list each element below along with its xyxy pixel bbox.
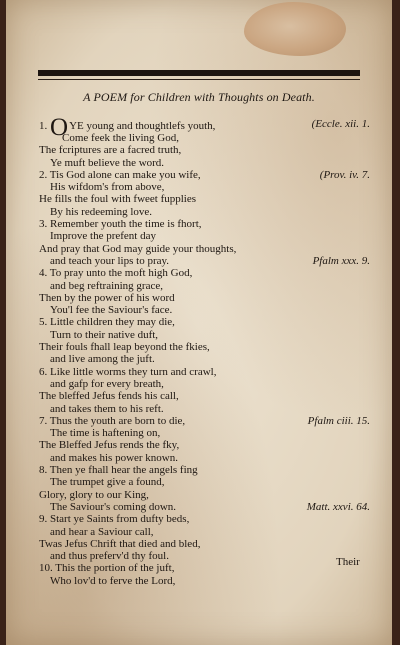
- poem-line-text: 7. Thus the youth are born to die,: [39, 414, 186, 427]
- poem-line-text: Come feek the living God,: [62, 132, 180, 144]
- poem-line-text: and teach your lips to pray.: [50, 254, 170, 267]
- poem-line-text: and gafp for every breath,: [50, 377, 164, 390]
- poem-line: [6, 341, 392, 353]
- catchword: Their: [336, 556, 360, 568]
- poem-line: [6, 575, 392, 587]
- poem-line: [6, 292, 392, 304]
- poem-title: A POEM for Children with Thoughts on Death.: [83, 90, 315, 104]
- poem-line: [6, 526, 392, 538]
- poem-line: [6, 403, 392, 415]
- poem-line-text: and takes them to his reft.: [50, 402, 164, 415]
- poem-line: [6, 390, 392, 402]
- poem-line: [6, 230, 392, 242]
- scripture-reference: (Prov. iv. 7.: [319, 168, 370, 181]
- poem-line-text: The fcriptures are a facred truth,: [39, 144, 182, 157]
- poem-line-text: The bleffed Jefus fends his call,: [39, 390, 179, 403]
- poem-line: [6, 489, 392, 501]
- poem-line: [6, 255, 392, 267]
- poem-line-text: Then by the power of his word: [39, 291, 175, 304]
- poem-line: [6, 329, 392, 341]
- poem-line: [6, 132, 392, 144]
- poem-line-text: By his redeeming love.: [50, 205, 153, 218]
- poem-line: [6, 157, 392, 169]
- poem-line: [6, 181, 392, 193]
- poem-line: [6, 366, 392, 378]
- poem-line-text: 3. Remember youth the time is fhort,: [39, 218, 202, 231]
- stanza-number: 1.: [39, 120, 48, 132]
- poem-line-text: Improve the prefent day: [50, 230, 156, 243]
- poem-line-text: The time is haftening on,: [50, 427, 161, 440]
- poem-line: [6, 427, 392, 439]
- poem-line: [6, 218, 392, 230]
- poem-line: [6, 280, 392, 292]
- poem-line: [6, 304, 392, 316]
- poem-line: [6, 353, 392, 365]
- poem-line-text: The Bleffed Jefus rends the fky,: [39, 439, 180, 452]
- poem-line-text: 10. This the portion of the juft,: [39, 562, 175, 575]
- poem-line-text: and hear a Saviour call,: [50, 525, 154, 538]
- poem-line-text: The trumpet give a found,: [50, 476, 165, 489]
- poem-line: [6, 538, 392, 550]
- poem-line-text: and beg reftraining grace,: [50, 279, 163, 292]
- drop-cap: O: [50, 114, 69, 141]
- poem-line-text: and thus preferv'd thy foul.: [50, 550, 169, 563]
- poem-body: [6, 114, 392, 587]
- poem-line-text: Twas Jefus Chrift that died and bled,: [39, 537, 201, 550]
- poem-line: [6, 144, 392, 156]
- poem-line-text: 2. Tis God alone can make you wife,: [39, 168, 201, 181]
- poem-line: [6, 243, 392, 255]
- poem-line-text: Turn to their native duft,: [50, 328, 159, 341]
- poem-line: [6, 378, 392, 390]
- poem-line-text: Who lov'd to ferve the Lord,: [50, 574, 176, 587]
- poem-line-text: YE young and thoughtlefs youth,: [69, 120, 216, 132]
- poem-line: [6, 267, 392, 279]
- scripture-reference: (Eccle. xii. 1.: [311, 118, 370, 130]
- poem-line: [6, 193, 392, 205]
- poem-line-text: And pray that God may guide your thoughts,: [39, 242, 237, 255]
- poem-line: [6, 550, 392, 562]
- poem-line-text: 8. Then ye fhall hear the angels fing: [39, 464, 198, 477]
- poem-line: [6, 316, 392, 328]
- poem-line: [6, 439, 392, 451]
- poem-line-text: Glory, glory to our King,: [39, 488, 149, 501]
- poem-line-text: He fills the foul with fweet fupplies: [39, 193, 197, 206]
- poem-line-text: 4. To pray unto the moft high God,: [39, 267, 193, 280]
- water-stain: [244, 2, 346, 56]
- poem-line-text: The Saviour's coming down.: [50, 500, 177, 513]
- poem-line-text: Ye muft believe the word.: [50, 156, 165, 169]
- poem-line-text: You'l fee the Saviour's face.: [50, 304, 173, 317]
- header-rule-thick: [38, 70, 360, 76]
- book-page: [6, 0, 392, 645]
- poem-line: [6, 476, 392, 488]
- scripture-reference: Pfalm xxx. 9.: [312, 254, 370, 267]
- poem-line: [6, 169, 392, 181]
- header-rule-thin: [38, 79, 360, 80]
- poem-line-text: His wifdom's from above,: [50, 181, 165, 194]
- poem-line: [6, 452, 392, 464]
- poem-line-text: and live among the juft.: [50, 353, 155, 366]
- poem-line: [6, 513, 392, 525]
- poem-line: [6, 206, 392, 218]
- poem-line-text: 6. Like little worms they turn and crawl,: [39, 365, 217, 378]
- poem-line-text: 5. Little children they may die,: [39, 316, 175, 329]
- poem-line-text: Their fouls fhall leap beyond the fkies,: [39, 341, 210, 354]
- poem-line: [6, 415, 392, 427]
- poem-line: [6, 464, 392, 476]
- scripture-reference: Matt. xxvi. 64.: [306, 500, 370, 513]
- scripture-reference: Pfalm ciii. 15.: [307, 414, 370, 427]
- poem-line-text: and makes his power known.: [50, 451, 179, 464]
- poem-line: [6, 562, 392, 574]
- poem-line: [6, 501, 392, 513]
- poem-line-text: 9. Start ye Saints from dufty beds,: [39, 513, 190, 526]
